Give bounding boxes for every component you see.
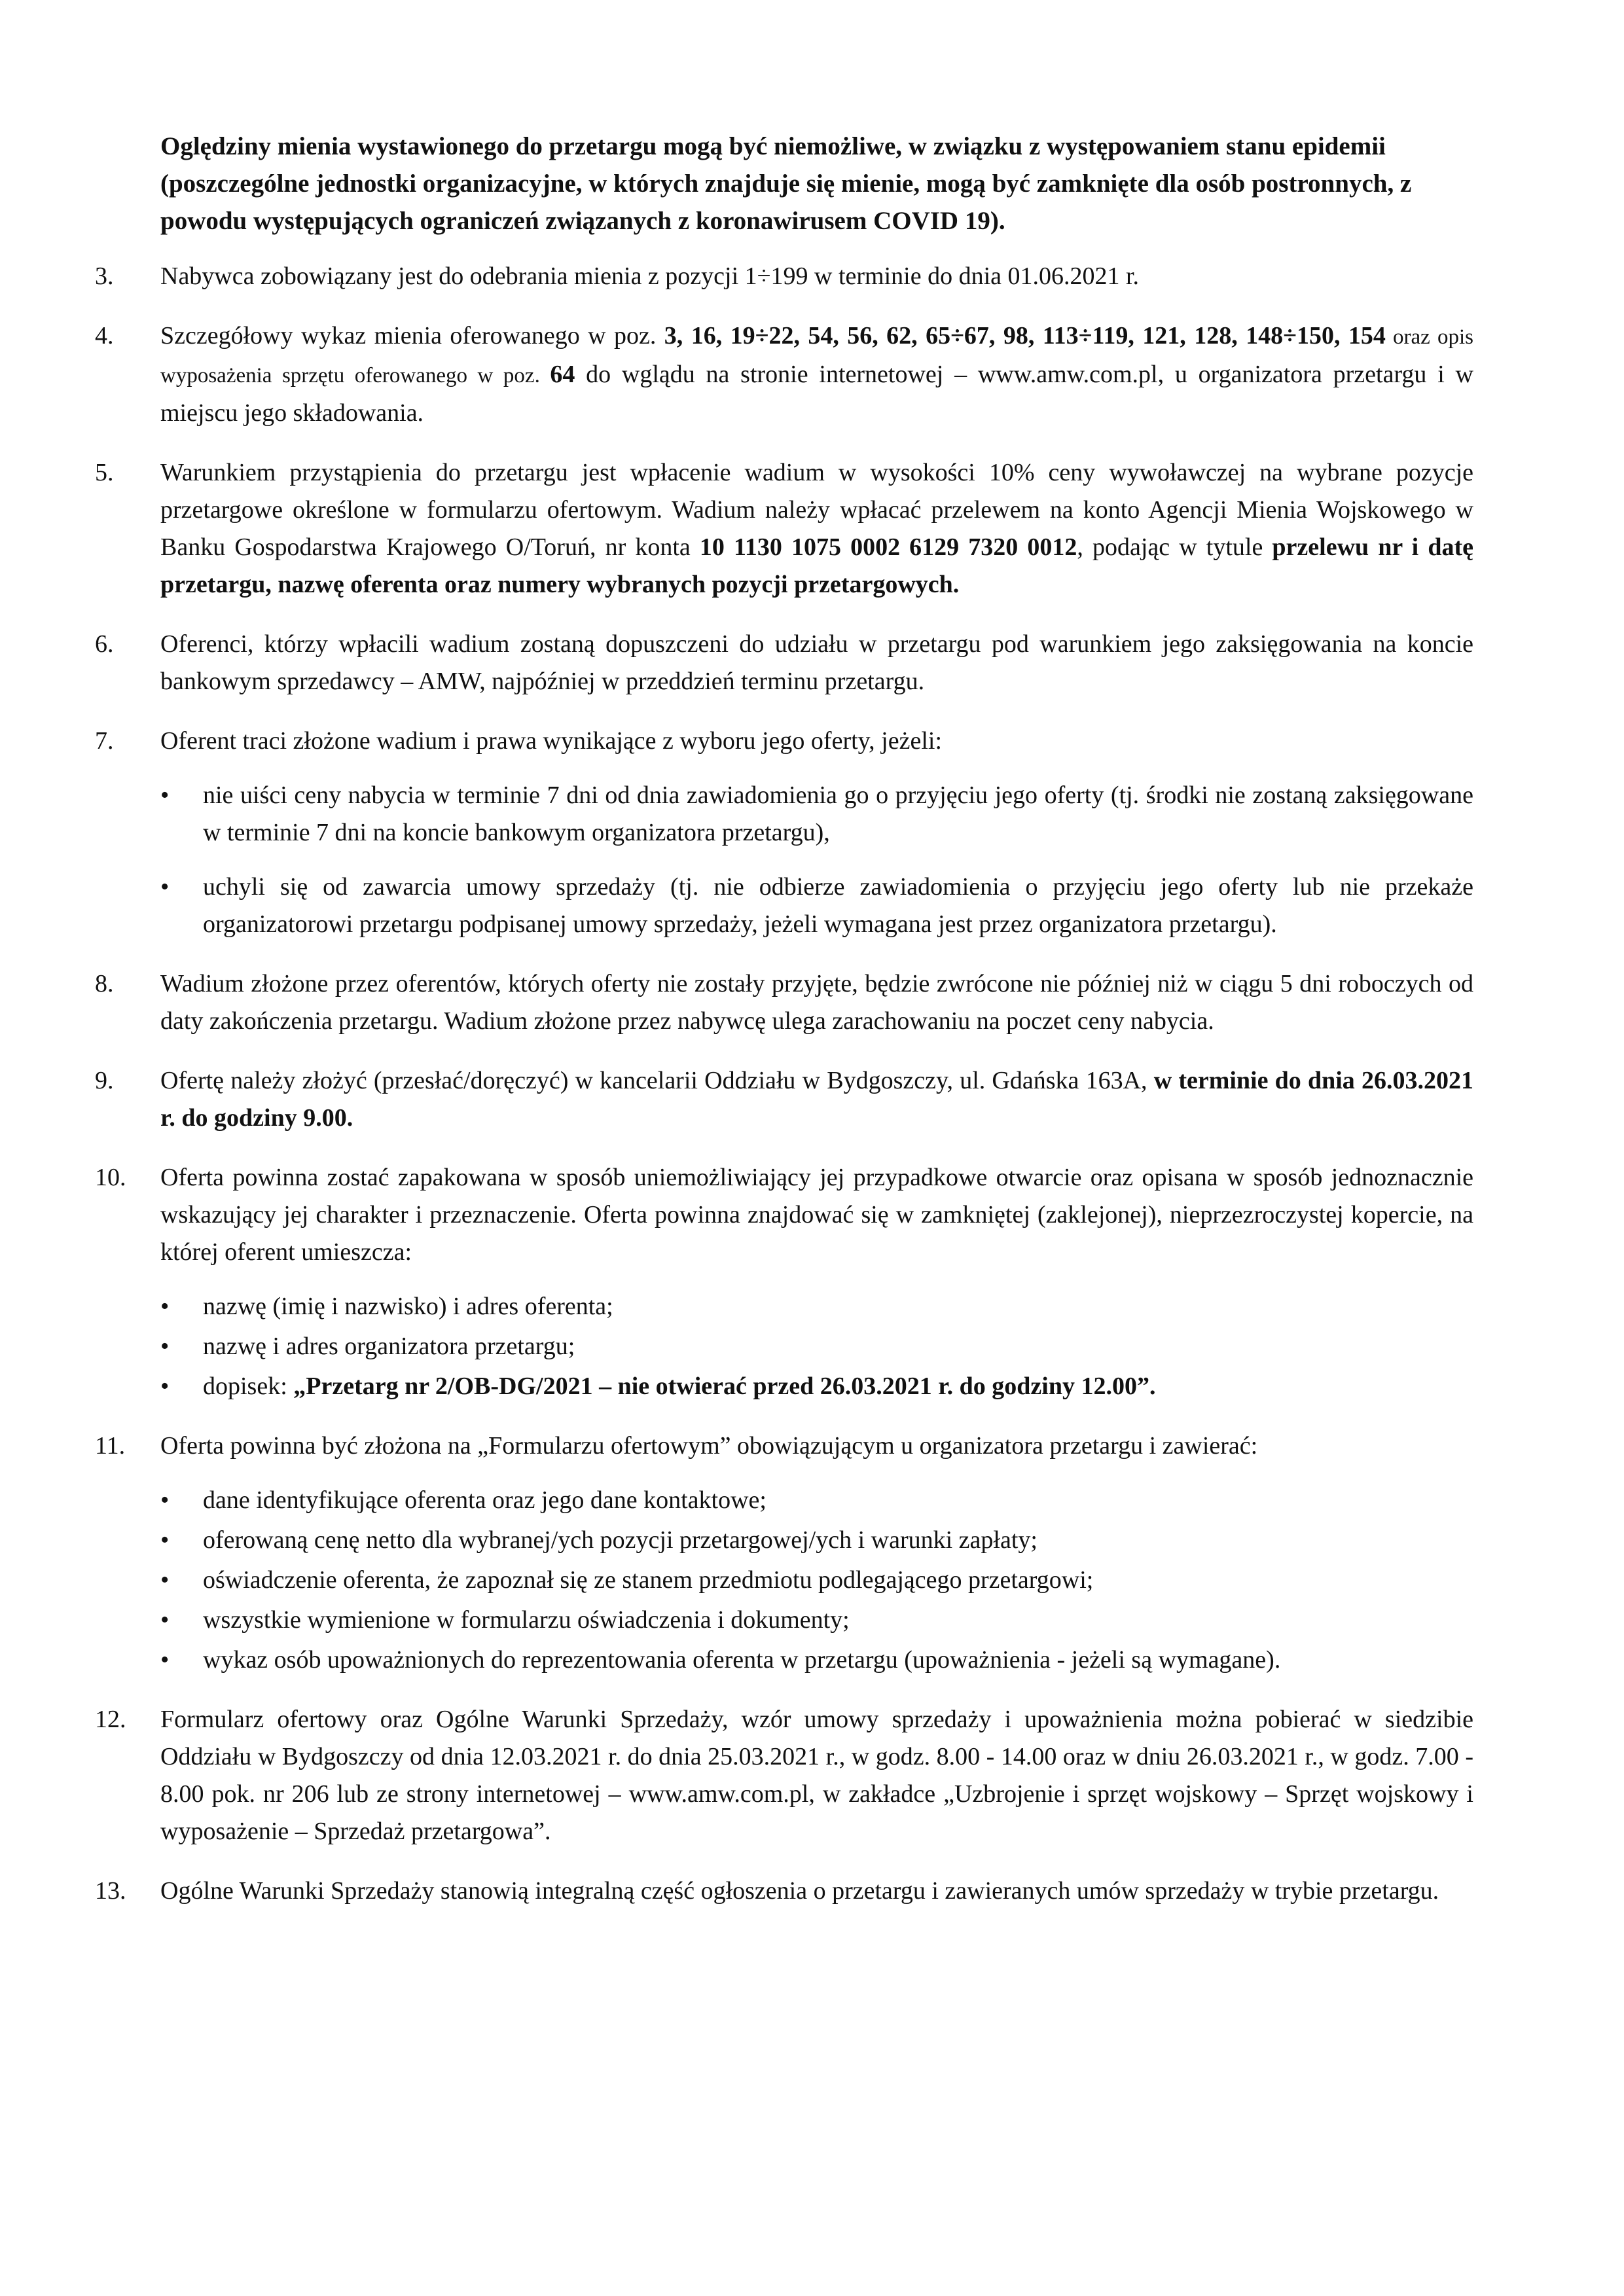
item-number: 5. [95, 459, 114, 486]
text-part: dopisek: [203, 1372, 294, 1400]
item-number: 11. [95, 1432, 126, 1460]
item-10 [95, 1159, 1473, 1405]
list-item [160, 1368, 1473, 1405]
text-part: Ofertę należy złożyć (przesłać/doręczyć) w kancelarii Oddziału w Bydgoszczy, ul. Gdańska 163A, [160, 1067, 1154, 1094]
item-7 [95, 723, 1473, 943]
item-text: Oferent traci złożone wadium i prawa wynikające z wyboru jego oferty, jeżeli: [160, 727, 943, 755]
position-list: 3, 16, 19÷22, 54, 56, 62, 65÷67, 98, 113÷119, 121, 128, 148÷150, 154 [664, 322, 1386, 350]
item-number: 6. [95, 630, 114, 658]
text-part: Szczegółowy wykaz mienia oferowanego w poz. [160, 322, 664, 350]
item-number: 4. [95, 322, 114, 350]
list-item: • dane identyfikujące oferenta oraz jego dane kontaktowe; [160, 1482, 1473, 1519]
item-text: Oferta powinna być złożona na „Formularzu ofertowym” obowiązującym u organizatora przetargu i zawierać: [160, 1432, 1258, 1460]
transfer-title: przelewu nr i datę przetargu, nazwę oferenta oraz numery wybranych pozycji przetargowych. [160, 533, 1473, 598]
intro-paragraph: Oględziny mienia wystawionego do przetargu mogą być niemożliwe, w związku z występowaniem stanu epidemii (poszczególne jednostki organizacyjne, w których znajduje się mienie, mogą być zamknięte dla osób postronnych, z powodu występujących ograniczeń związanych z koronawirusem COVID 19). [160, 132, 1412, 235]
list-item: • wszystkie wymienione w formularzu oświadczenia i dokumenty; [160, 1602, 1473, 1639]
item-number: 13. [95, 1877, 126, 1905]
item-text: Oferta powinna zostać zapakowana w sposób uniemożliwiający jej przypadkowe otwarcie oraz opisana w sposób jednoznacznie wskazujący jej charakter i przeznaczenie. Oferta powinna znajdować się w zamkniętej (zaklejonej), nieprzezroczystej kopercie, na której oferent umieszcza: [160, 1164, 1473, 1266]
envelope-label: „Przetarg nr 2/OB-DG/2021 – nie otwierać przed 26.03.2021 r. do godziny 12.00”. [293, 1372, 1156, 1400]
item-11 [95, 1427, 1473, 1679]
item-5 [95, 454, 1473, 603]
list-item: • oświadczenie oferenta, że zapoznał się ze stanem przedmiotu podlegającego przetargowi; [160, 1562, 1473, 1599]
list-item: • nazwę i adres organizatora przetargu; [160, 1328, 1473, 1365]
text-part: Warunkiem przystąpienia do przetargu jest wpłacenie wadium w wysokości 10% ceny wywoławczej na wybrane pozycje przetargowe określone w formularzu ofertowym. Wadium należy wpłacać przelewem na konto Agencji Mienia Wojskowego w Banku Gospodarstwa Krajowego O/Toruń, nr konta [160, 459, 1473, 561]
item-9 [95, 1062, 1473, 1137]
item-number: 3. [95, 262, 114, 290]
item-text [160, 1062, 1473, 1137]
item-4 [95, 317, 1473, 432]
bullet-list [160, 1482, 1473, 1679]
list-item: • wykaz osób upoważnionych do reprezentowania oferenta w przetargu (upoważnienia - jeżeli są wymagane). [160, 1641, 1473, 1679]
item-text: Ogólne Warunki Sprzedaży stanowią integralną część ogłoszenia o przetargu i zawieranych umów sprzedaży w trybie przetargu. [160, 1877, 1439, 1905]
bullet-list [160, 1288, 1473, 1405]
item-text [160, 454, 1473, 603]
item-number: 8. [95, 970, 114, 997]
item-text: Formularz ofertowy oraz Ogólne Warunki Sprzedaży, wzór umowy sprzedaży i upoważnienia można pobierać w siedzibie Oddziału w Bydgoszczy od dnia 12.03.2021 r. do dnia 25.03.2021 r., w godz. 8.00 - 14.00 oraz w dniu 26.03.2021 r., w godz. 7.00 - 8.00 pok. nr 206 lub ze strony internetowej – www.amw.com.pl, w zakładce „Uzbrojenie i sprzęt wojskowy – Sprzęt wojskowy i wyposażenie – Sprzedaż przetargowa”. [160, 1706, 1473, 1845]
text-part: oraz opis wyposażenia sprzętu oferowanego w poz. [160, 325, 1473, 387]
item-number: 10. [95, 1164, 126, 1191]
item-8 [95, 965, 1473, 1040]
item-number: 7. [95, 727, 114, 755]
list-item: • nie uiści ceny nabycia w terminie 7 dni od dnia zawiadomienia go o przyjęciu jego oferty (tj. środki nie zostaną zaksięgowane w terminie 7 dni na koncie bankowym organizatora przetargu), [160, 777, 1473, 852]
item-3 [95, 258, 1473, 295]
item-number: 12. [95, 1706, 126, 1733]
bullet-list [160, 777, 1473, 943]
deadline: w terminie do dnia 26.03.2021 r. do godziny 9.00. [160, 1067, 1473, 1132]
text-part: , podając w tytule [1077, 533, 1272, 561]
item-13 [95, 1873, 1473, 1910]
list-item: • uchyli się od zawarcia umowy sprzedaży (tj. nie odbierze zawiadomienia o przyjęciu jego oferty lub nie przekaże organizatorowi przetargu podpisanej umowy sprzedaży, jeżeli wymagana jest przez organizatora przetargu). [160, 869, 1473, 943]
item-text: Oferenci, którzy wpłacili wadium zostaną dopuszczeni do udziału w przetargu pod warunkiem jego zaksięgowania na koncie bankowym sprzedawcy – AMW, najpóźniej w przeddzień terminu przetargu. [160, 630, 1473, 695]
list-item: • oferowaną cenę netto dla wybranej/ych pozycji przetargowej/ych i warunki zapłaty; [160, 1522, 1473, 1559]
item-text: Nabywca zobowiązany jest do odebrania mienia z pozycji 1÷199 w terminie do dnia 01.06.2021 r. [160, 262, 1140, 290]
list-item: • nazwę (imię i nazwisko) i adres oferenta; [160, 1288, 1473, 1325]
item-6 [95, 626, 1473, 700]
position-number: 64 [550, 361, 575, 388]
account-number: 10 1130 1075 0002 6129 7320 0012 [699, 533, 1077, 561]
item-12 [95, 1701, 1473, 1850]
item-text [160, 317, 1473, 432]
item-number: 9. [95, 1067, 114, 1094]
item-text: Wadium złożone przez oferentów, których oferty nie zostały przyjęte, będzie zwrócone nie później niż w ciągu 5 dni roboczych od daty zakończenia przetargu. Wadium złożone przez nabywcę ulega zarachowaniu na poczet ceny nabycia. [160, 970, 1473, 1035]
text-part: do wglądu na stronie internetowej – www.amw.com.pl, u organizatora przetargu i w miejscu jego składowania. [160, 361, 1473, 427]
